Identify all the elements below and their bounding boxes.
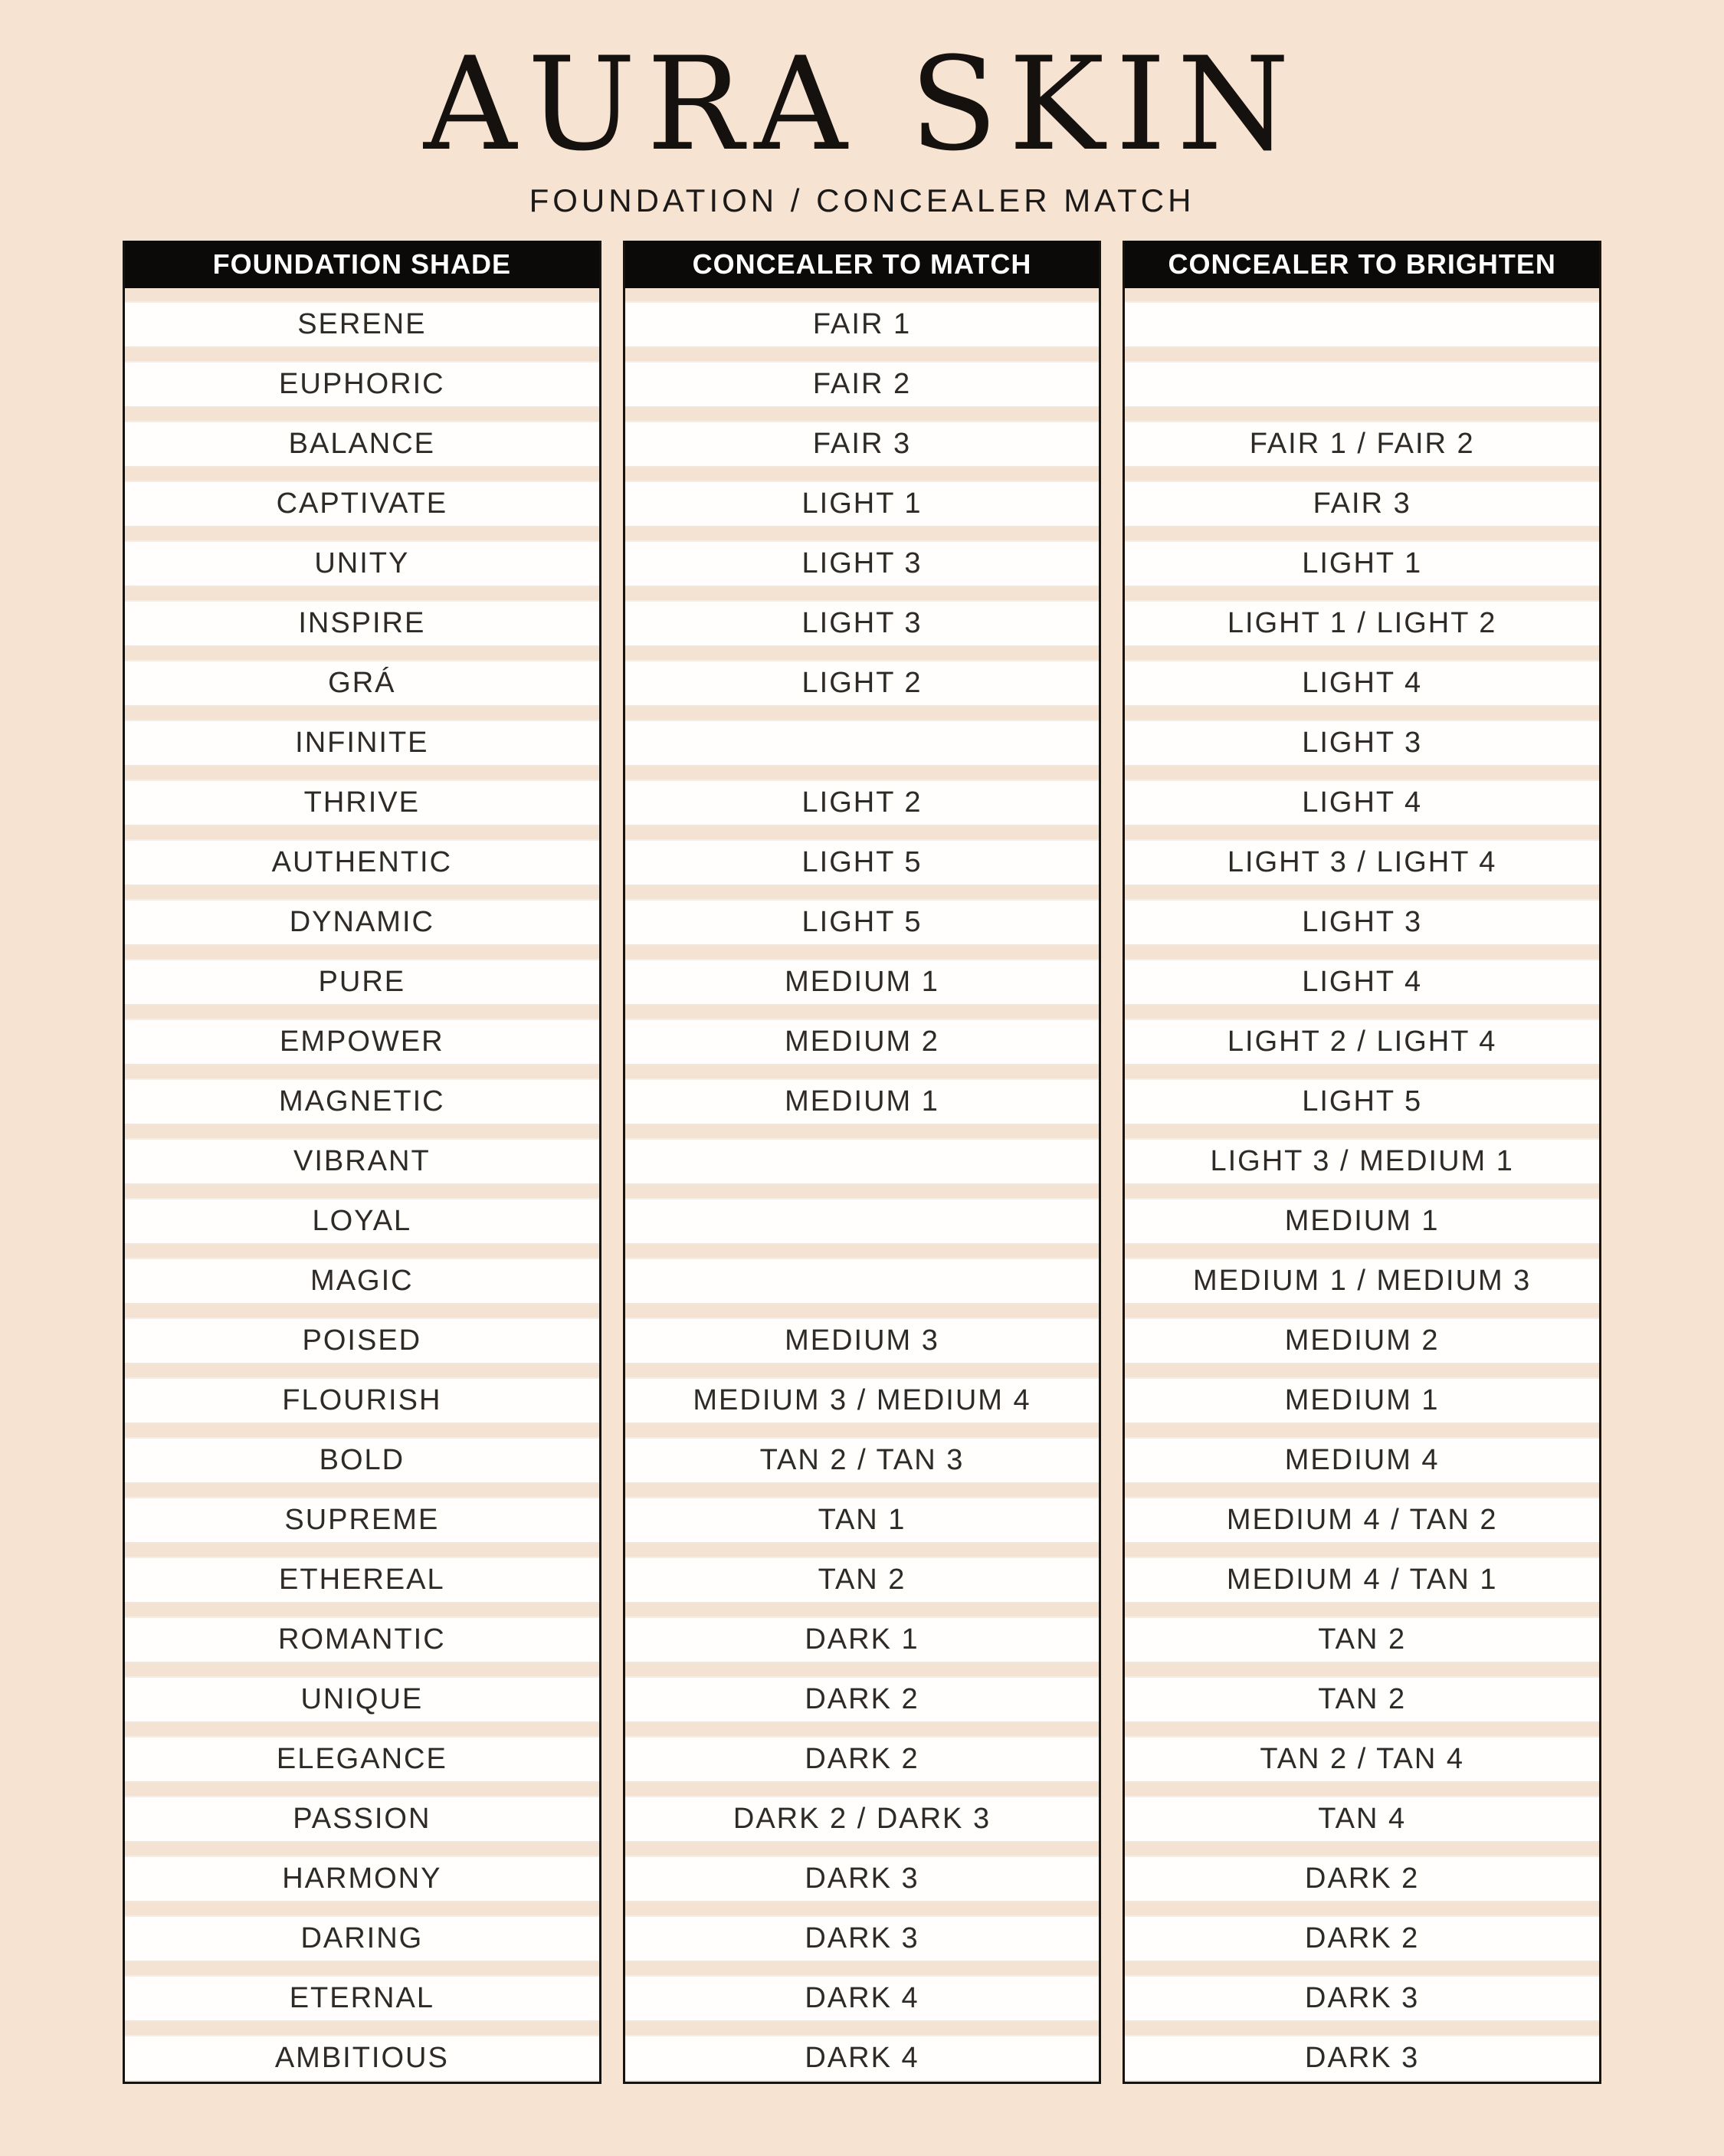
cell-text: UNIQUE — [300, 1683, 424, 1716]
cell-text: ETERNAL — [289, 1982, 434, 2015]
cell-text: ROMANTIC — [278, 1623, 446, 1656]
table-row — [625, 899, 1100, 946]
cell-text: FAIR 3 — [812, 428, 912, 461]
table-row — [1125, 540, 1599, 587]
table-row — [1125, 1616, 1599, 1663]
table-row — [1125, 1915, 1599, 1962]
cell-text: FLOURISH — [282, 1384, 442, 1417]
cell-text: DARK 1 — [805, 1623, 919, 1656]
table-row — [1125, 1975, 1599, 2022]
table-row — [625, 1557, 1100, 1603]
table-row — [625, 1019, 1100, 1065]
cell-text: DARING — [300, 1922, 424, 1955]
table-row — [125, 481, 599, 527]
table-row — [125, 1138, 599, 1185]
cell-text: MEDIUM 1 — [785, 966, 939, 999]
table-row — [625, 1437, 1100, 1484]
table-row — [1125, 660, 1599, 707]
cell-text: TAN 2 — [818, 1564, 906, 1596]
cell-text: TAN 4 — [1318, 1803, 1407, 1836]
table-row — [125, 1377, 599, 1424]
cell-text: MEDIUM 1 — [785, 1085, 939, 1118]
table-row — [625, 720, 1100, 766]
cell-text: MAGNETIC — [279, 1085, 445, 1118]
cell-text: EUPHORIC — [279, 368, 445, 401]
table-row — [1125, 1258, 1599, 1304]
cell-text: PASSION — [293, 1803, 431, 1836]
table-row — [625, 1138, 1100, 1185]
table-row — [1125, 1078, 1599, 1125]
table-row — [625, 421, 1100, 468]
table-row — [625, 959, 1100, 1006]
table-row — [1125, 1198, 1599, 1245]
cell-text: TAN 2 — [1318, 1623, 1407, 1656]
table-row — [1125, 1856, 1599, 1902]
page-subtitle: FOUNDATION / CONCEALER MATCH — [529, 182, 1195, 219]
cell-text: CAPTIVATE — [276, 487, 448, 520]
cell-text: PURE — [318, 966, 406, 999]
table-row — [625, 1975, 1100, 2022]
table-row — [125, 301, 599, 348]
table-row — [125, 1975, 599, 2022]
cell-text: MEDIUM 4 / TAN 2 — [1226, 1504, 1498, 1537]
table-row — [125, 1198, 599, 1245]
table-row — [625, 839, 1100, 886]
foundation-shade-table — [123, 241, 601, 2084]
table-row — [625, 1676, 1100, 1723]
table-row — [625, 481, 1100, 527]
cell-text: MAGIC — [310, 1265, 414, 1298]
table-row — [125, 1318, 599, 1364]
cell-text: TAN 2 — [1318, 1683, 1407, 1716]
cell-text: POISED — [302, 1324, 422, 1357]
cell-text: DARK 2 / DARK 3 — [733, 1803, 991, 1836]
cell-text: MEDIUM 3 — [785, 1324, 939, 1357]
cell-text: LIGHT 3 — [1302, 727, 1423, 760]
cell-text: LIGHT 3 — [1302, 906, 1423, 939]
cell-text: MEDIUM 1 — [1284, 1205, 1440, 1238]
table-row — [125, 779, 599, 826]
table-row — [625, 540, 1100, 587]
cell-text: LIGHT 5 — [1302, 1085, 1423, 1118]
table-row — [1125, 1557, 1599, 1603]
cell-text: LIGHT 1 / LIGHT 2 — [1227, 607, 1497, 640]
table-body — [625, 288, 1100, 2082]
table-row — [625, 1078, 1100, 1125]
concealer-to-brighten-table — [1123, 241, 1601, 2084]
column-header-label: CONCEALER TO BRIGHTEN — [1168, 248, 1556, 281]
cell-text: TAN 2 / TAN 3 — [759, 1444, 965, 1477]
cell-text: LIGHT 4 — [1302, 667, 1423, 700]
table-row — [1125, 481, 1599, 527]
cell-text: LIGHT 2 — [801, 667, 923, 700]
table-body — [125, 288, 599, 2082]
cell-text: MEDIUM 1 — [1284, 1384, 1440, 1417]
table-row — [625, 301, 1100, 348]
cell-text: INFINITE — [295, 727, 429, 760]
table-row — [125, 361, 599, 408]
cell-text: MEDIUM 2 — [1284, 1324, 1440, 1357]
page-title: AURA SKIN — [423, 29, 1301, 179]
column-header-concealer-to-match — [625, 241, 1100, 288]
table-row — [125, 839, 599, 886]
table-row — [625, 361, 1100, 408]
cell-text: DARK 3 — [1305, 1982, 1420, 2015]
cell-text: BALANCE — [288, 428, 436, 461]
table-row — [125, 600, 599, 647]
cell-text: EMPOWER — [280, 1025, 444, 1058]
cell-text: FAIR 1 / FAIR 2 — [1249, 428, 1475, 461]
table-row — [125, 1078, 599, 1125]
table-row — [125, 720, 599, 766]
cell-text: LIGHT 5 — [801, 906, 923, 939]
table-row — [125, 1915, 599, 1962]
table-row — [125, 959, 599, 1006]
table-row — [1125, 839, 1599, 886]
table-row — [1125, 1318, 1599, 1364]
concealer-to-match-table — [623, 241, 1102, 2084]
table-row — [1125, 361, 1599, 408]
column-header-concealer-to-brighten — [1125, 241, 1599, 288]
cell-text: LIGHT 2 — [801, 786, 923, 819]
table-row — [1125, 899, 1599, 946]
table-row — [1125, 2035, 1599, 2082]
cell-text: DARK 3 — [805, 1922, 919, 1955]
table-row — [125, 421, 599, 468]
table-row — [625, 1198, 1100, 1245]
table-row — [125, 1557, 599, 1603]
table-row — [1125, 1497, 1599, 1544]
table-row — [1125, 1019, 1599, 1065]
cell-text: SERENE — [297, 308, 427, 341]
cell-text: FAIR 3 — [1313, 487, 1411, 520]
cell-text: DARK 4 — [805, 1982, 919, 2015]
table-row — [125, 1676, 599, 1723]
cell-text: TAN 2 / TAN 4 — [1260, 1743, 1465, 1776]
column-header-label: CONCEALER TO MATCH — [692, 248, 1032, 281]
cell-text: MEDIUM 4 / TAN 1 — [1226, 1564, 1498, 1596]
column-header-label: FOUNDATION SHADE — [212, 248, 511, 281]
cell-text: SUPREME — [284, 1504, 440, 1537]
cell-text: GRÁ — [328, 667, 396, 700]
table-row — [125, 1258, 599, 1304]
cell-text: THRIVE — [303, 786, 421, 819]
table-row — [625, 1318, 1100, 1364]
cell-text: LIGHT 3 / LIGHT 4 — [1227, 846, 1497, 879]
table-row — [1125, 600, 1599, 647]
cell-text: INSPIRE — [298, 607, 426, 640]
table-row — [1125, 1138, 1599, 1185]
cell-text: FAIR 1 — [812, 308, 912, 341]
table-row — [125, 1497, 599, 1544]
cell-text: DARK 2 — [805, 1683, 919, 1716]
cell-text: AMBITIOUS — [274, 2042, 449, 2075]
cell-text: BOLD — [319, 1444, 405, 1477]
table-row — [125, 1616, 599, 1663]
cell-text: DARK 3 — [1305, 2042, 1420, 2075]
table-row — [625, 1915, 1100, 1962]
table-row — [1125, 720, 1599, 766]
cell-text: VIBRANT — [293, 1145, 431, 1178]
table-row — [125, 660, 599, 707]
cell-text: LOYAL — [312, 1205, 412, 1238]
table-row — [1125, 1796, 1599, 1843]
table-row — [1125, 1736, 1599, 1783]
cell-text: LIGHT 3 — [801, 607, 923, 640]
cell-text: LIGHT 4 — [1302, 786, 1423, 819]
match-tables — [123, 241, 1601, 2084]
cell-text: LIGHT 1 — [801, 487, 923, 520]
table-row — [625, 1258, 1100, 1304]
table-row — [125, 899, 599, 946]
cell-text: LIGHT 3 / MEDIUM 1 — [1210, 1145, 1514, 1178]
cell-text: MEDIUM 4 — [1284, 1444, 1440, 1477]
cell-text: ELEGANCE — [276, 1743, 447, 1776]
cell-text: DARK 3 — [805, 1862, 919, 1895]
table-row — [1125, 301, 1599, 348]
table-row — [1125, 1676, 1599, 1723]
table-row — [625, 1616, 1100, 1663]
table-row — [625, 2035, 1100, 2082]
cell-text: LIGHT 5 — [801, 846, 923, 879]
table-row — [1125, 421, 1599, 468]
cell-text: DARK 4 — [805, 2042, 919, 2075]
cell-text: HARMONY — [282, 1862, 442, 1895]
table-row — [125, 1796, 599, 1843]
cell-text: LIGHT 3 — [801, 547, 923, 580]
cell-text: UNITY — [314, 547, 410, 580]
table-row — [1125, 1377, 1599, 1424]
cell-text: LIGHT 1 — [1302, 547, 1423, 580]
table-row — [125, 2035, 599, 2082]
table-row — [625, 779, 1100, 826]
cell-text: ETHEREAL — [279, 1564, 445, 1596]
cell-text: MEDIUM 1 / MEDIUM 3 — [1193, 1265, 1532, 1298]
table-row — [125, 1437, 599, 1484]
table-row — [1125, 959, 1599, 1006]
cell-text: LIGHT 4 — [1302, 966, 1423, 999]
table-row — [1125, 1437, 1599, 1484]
cell-text: FAIR 2 — [812, 368, 912, 401]
table-row — [625, 660, 1100, 707]
table-row — [125, 1019, 599, 1065]
cell-text: AUTHENTIC — [271, 846, 453, 879]
table-row — [625, 1856, 1100, 1902]
cell-text: DYNAMIC — [289, 906, 434, 939]
column-header-foundation-shade — [125, 241, 599, 288]
cell-text: DARK 2 — [1305, 1922, 1420, 1955]
cell-text: MEDIUM 2 — [785, 1025, 939, 1058]
cell-text: TAN 1 — [818, 1504, 906, 1537]
cell-text: DARK 2 — [1305, 1862, 1420, 1895]
table-row — [1125, 779, 1599, 826]
table-row — [625, 1796, 1100, 1843]
table-row — [625, 1736, 1100, 1783]
table-row — [125, 1856, 599, 1902]
table-body — [1125, 288, 1599, 2082]
cell-text: DARK 2 — [805, 1743, 919, 1776]
table-row — [625, 600, 1100, 647]
cell-text: LIGHT 2 / LIGHT 4 — [1227, 1025, 1497, 1058]
table-row — [125, 540, 599, 587]
cell-text: MEDIUM 3 / MEDIUM 4 — [693, 1384, 1031, 1417]
table-row — [125, 1736, 599, 1783]
table-row — [625, 1377, 1100, 1424]
table-row — [625, 1497, 1100, 1544]
